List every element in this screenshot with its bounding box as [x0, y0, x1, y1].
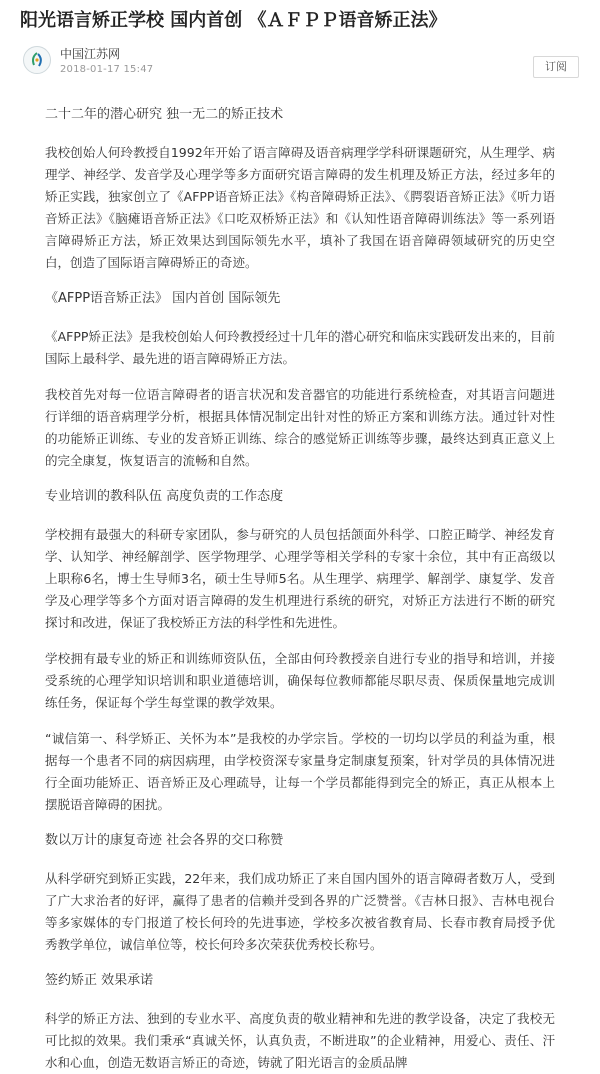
section-heading: 二十二年的潜心研究 独一无二的矫正技术 [45, 107, 284, 122]
paragraph: 《AFPP矫正法》是我校创始人何玲教授经过十几年的潜心研究和临床实践研发出来的，目前国际上最科学、最先进的语言障碍矫正方法。 [45, 329, 555, 366]
subscribe-button[interactable]: 订阅 [533, 56, 579, 78]
paragraph: 学校拥有最强大的科研专家团队，参与研究的人员包括颌面外科学、口腔正畸学、神经发育学、认知学、神经解剖学、医学物理学、心理学等相关学科的专家十余位，其中有正高级以上职称6名，博士生导师3名，硕士生导师5名。从生理学、病理学、解剖学、康复学、发音学及心理学等多个方面对语言障碍的发生机理进行系统的研究，对矫正方法进行不断的研究探讨和改进，保证了我校矫正方法的科学性和先进性。 [45, 527, 555, 630]
paragraph: 从科学研究到矫正实践，22年来，我们成功矫正了来自国内国外的语言障碍者数万人，受到了广大求治者的好评，赢得了患者的信赖并受到各界的广泛赞誉。《吉林日报》、吉林电视台等多家媒体的专门报道了校长何玲的先进事迹，学校多次被省教育局、长春市教育局授予优秀教学单位，诚信单位等，校长何玲多次荣获优秀校长称号。 [45, 871, 555, 952]
section-heading: 《AFPP语音矫正法》 国内首创 国际领先 [45, 291, 281, 306]
section-heading: 专业培训的教科队伍 高度负责的工作态度 [45, 489, 284, 504]
paragraph: “诚信第一、科学矫正、关怀为本”是我校的办学宗旨。学校的一切均以学员的利益为重，根据每一个患者不同的病因病理，由学校资深专家量身定制康复预案，针对学员的具体情况进行全面功能矫正、语音矫正及心理疏导，让每一个学员都能得到完全的矫正，真正从根本上摆脱语音障碍的困扰。 [45, 731, 555, 812]
publish-time: 2018-01-17 15:47 [60, 64, 154, 75]
section-heading: 数以万计的康复奇迹 社会各界的交口称赞 [45, 833, 284, 848]
source-logo-icon [28, 51, 46, 69]
article-meta [20, 34, 567, 86]
paragraph: 我校创始人何玲教授自1992年开始了语言障碍及语音病理学学科研课题研究，从生理学、病理学、神经学、发音学及心理学等多方面研究语言障碍的发生机理及矫正方法，经过多年的矫正实践，独家创立了《AFPP语音矫正法》《构音障碍矫正法》、《腭裂语音矫正法》《听力语音矫正法》《脑瘫语音矫正法》《口吃双桥矫正法》和《认知性语音障碍训练法》等一系列语言障碍矫正方法，矫正效果达到国际领先水平，填补了我国在语音障碍领域研究的历史空白，创造了国际语言障碍矫正的奇迹。 [45, 145, 555, 270]
article-title: 阳光语言矫正学校 国内首创 《ＡＦＰＰ语音矫正法》 [20, 10, 447, 31]
source-avatar[interactable] [23, 46, 51, 74]
article-body [45, 104, 555, 1074]
section-heading: 签约矫正 效果承诺 [45, 973, 154, 988]
paragraph: 科学的矫正方法、独到的专业水平、高度负责的敬业精神和先进的教学设备，决定了我校无可比拟的效果。我们秉承“真诚关怀，认真负责，不断进取”的企业精神，用爱心、责任、汗水和心血，创造无数语言矫正的奇迹，铸就了阳光语言的金质品牌 [45, 1011, 555, 1070]
paragraph: 我校首先对每一位语言障碍者的语言状况和发音器官的功能进行系统检查，对其语言问题进行详细的语音病理学分析，根据具体情况制定出针对性的矫正方案和训练方法。通过针对性的功能矫正训练、专业的发音矫正训练、综合的感觉矫正训练等步骤，最终达到真正意义上的完全康复，恢复语言的流畅和自然。 [45, 387, 555, 468]
source-name[interactable]: 中国江苏网 [60, 47, 121, 61]
paragraph: 学校拥有最专业的矫正和训练师资队伍，全部由何玲教授亲自进行专业的指导和培训，并接受系统的心理学知识培训和职业道德培训，确保每位教师都能尽职尽责、保质保量地完成训练任务，保证每个学生每堂课的教学效果。 [45, 651, 555, 710]
